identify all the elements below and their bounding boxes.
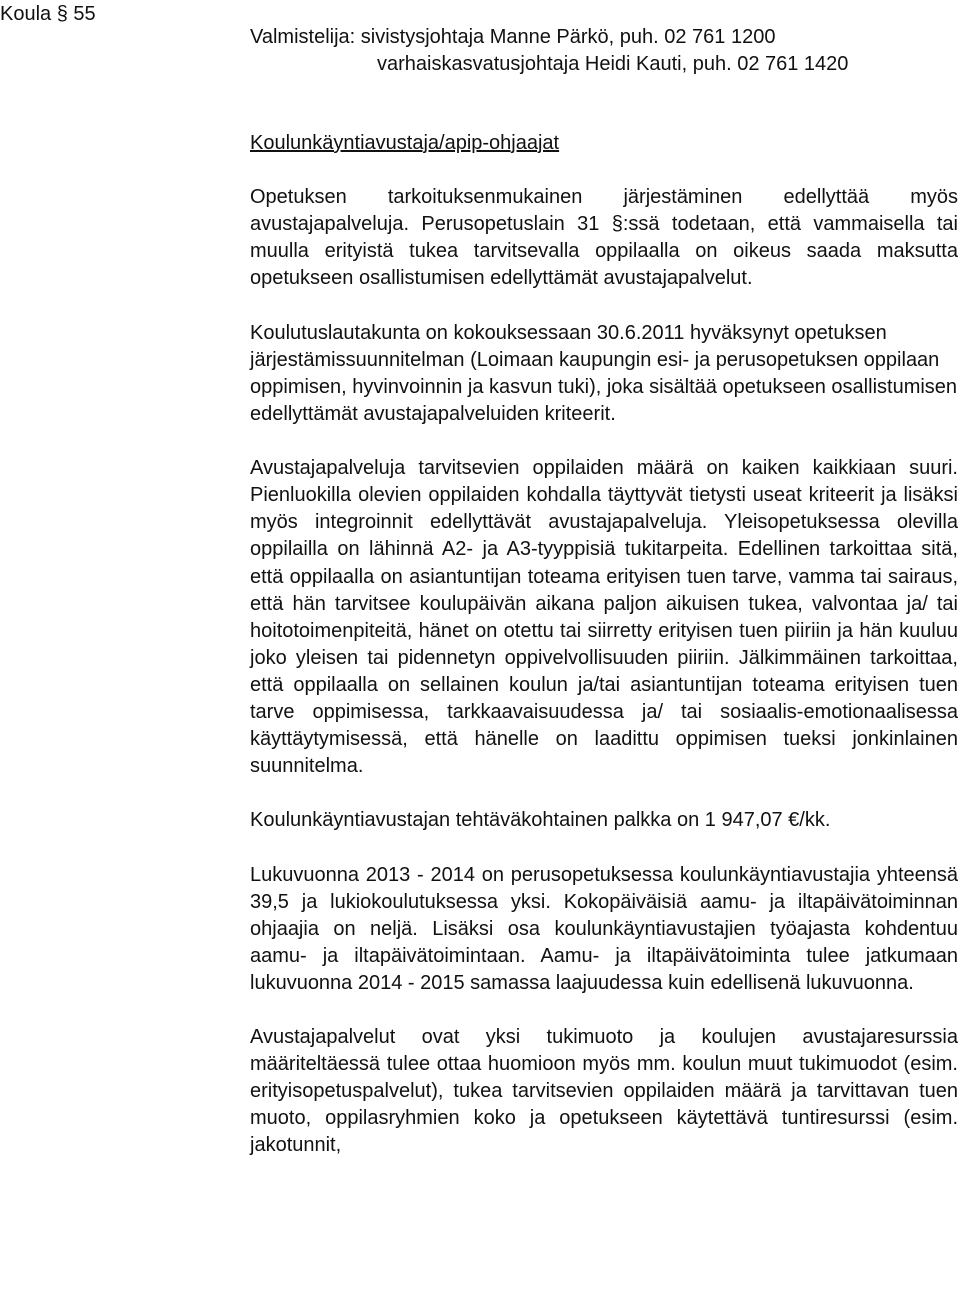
document-body [250,130,958,1187]
section-header [0,2,96,26]
section-sign: § [56,3,68,25]
section-name: Koula [0,3,52,25]
preparer-line-1: Valmistelija: sivistysjohtaja Manne Pärkö, puh. 02 761 1200 [250,26,776,48]
document-title: Koulunkäyntiavustaja/apip-ohjaajat [250,132,560,154]
preparers-block [250,24,848,78]
paragraph-3: Avustajapalveluja tarvitsevien oppilaiden määrä on kaiken kaikkiaan suuri. Pienluokilla olevien oppilaiden kohdalla täyttyvät tietysti useat kriteerit ja lisäksi myös integroinnit edellyttävät avustajapalveluja. Yleisopetuksessa olevilla oppilailla on lähinnä A2- ja A3-tyyppisiä tukitarpeita. Edellinen tarkoittaa sitä, että oppilaalla on asiantuntijan toteama erityisen tuen tarve, vamma tai sairaus, että hän tarvitsee koulupäivän aikana paljon aikuisen tukea, valvontaa ja/ tai hoitotoimenpiteitä, hänet on otettu tai siirretty erityisen tuen piiriin ja hän kuuluu joko yleisen tai pidennetyn oppivelvollisuuden piiriin. Jälkimmäinen tarkoittaa, että oppilaalla on sellainen koulun ja/tai asiantuntijan toteama erityisen tuen tarve oppimisessa, tarkkaavaisuudessa ja/ tai sosiaalis-emotionaalisessa käyttäytymisessä, että hänelle on laadittu oppimisen tueksi jonkinlainen suunnitelma. [250,457,958,778]
paragraph-1: Opetuksen tarkoituksenmukainen järjestäminen edellyttää myös avustajapalveluja. Perusopetuslain 31 §:ssä todetaan, että vammaisella tai muulla erityistä tukea tarvitsevalla oppilaalla on oikeus saada maksutta opetukseen osallistumisen edellyttämät avustajapalvelut. [250,186,958,290]
paragraph-5: Lukuvuonna 2013 - 2014 on perusopetuksessa koulunkäyntiavustajia yhteensä 39,5 ja lukiokoulutuksessa yksi. Kokopäiväisiä aamu- ja iltapäivätoiminnan ohjaajia on neljä. Lisäksi osa koulunkäyntiavustajien työajasta kohdentuu aamu- ja iltapäivätoimintaan. Aamu- ja iltapäivätoiminta tulee jatkumaan lukuvuonna 2014 - 2015 samassa laajuudessa kuin edellisenä lukuvuonna. [250,863,958,994]
paragraph-6: Avustajapalvelut ovat yksi tukimuoto ja koulujen avustajaresurssia määriteltäessä tulee ottaa huomioon myös mm. koulun muut tukimuodot (esim. erityisopetuspalvelut), tukea tarvitsevien oppilaiden määrä ja tarvittavan tuen muoto, oppilasryhmien koko ja opetukseen käytettävä tuntiresurssi (esim. jakotunnit, [250,1026,958,1157]
paragraph-4: Koulunkäyntiavustajan tehtäväkohtainen palkka on 1 947,07 €/kk. [250,809,831,832]
paragraph-2: Koulutuslautakunta on kokouksessaan 30.6.2011 hyväksynyt opetuksen järjestämissuunnitelman (Loimaan kaupungin esi- ja perusopetuksen oppilaan oppimisen, hyvinvoinnin ja kasvun tuki), joka sisältää opetukseen osallistumisen edellyttämät avustajapalveluiden kriteerit. [250,321,958,425]
section-number: 55 [73,3,96,25]
preparer-line-2: varhaiskasvatusjohtaja Heidi Kauti, puh. 02 761 1420 [377,53,849,75]
